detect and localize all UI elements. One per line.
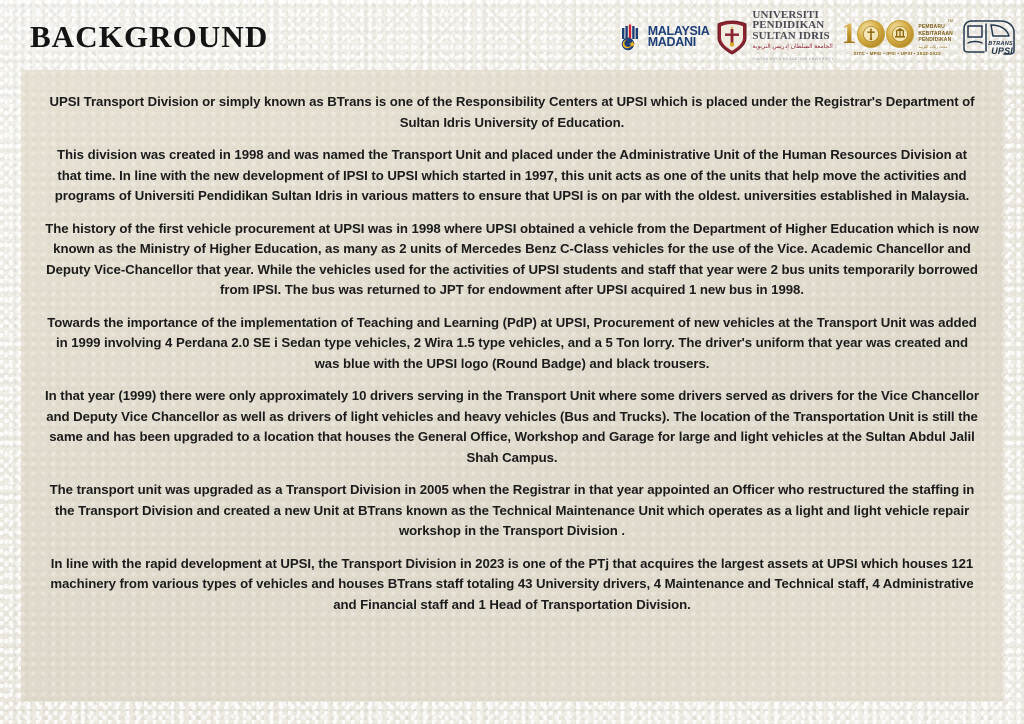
paragraph: In that year (1999) there were only approximately 10 drivers serving in the Transport Unit where some drivers served as drivers for the Vice Chancellor and Deputy Vice Chancellor as well as drivers of light vehicles and heavy vehicles (Bus and Trucks). The location of the Transportation Unit is still the same and has been upgraded to a location that houses the General Office, Workshop and Garage for large and light vehicles at the Sultan Abdul Jalil Shah Campus. [45,388,980,465]
madani-line1: MALAYSIA [647,23,710,38]
background-text-body [45,92,979,615]
page-title: BACKGROUND [30,19,269,54]
upsi-crest-icon [716,20,748,55]
logo-strip [618,8,1016,61]
btrans-line1: BTRANS [988,41,1013,47]
centenary-zero-left-icon [857,20,885,48]
upsi-word-arabic: الجامعة السلطان إدريس التربوية [752,44,833,51]
paragraph: Towards the importance of the implementation of Teaching and Learning (PdP) at UPSI, Procurement of new vehicles at the Transport Unit was added in 1999 involving 4 Perdana 2.0 SE i Sedan type vehicles, 2 Wira 1.5 type vehicles, and a 5 Ton lorry. The driver's uniform that year was created and was blue with the UPSI logo (Round Badge) and black trousers. [47,314,977,371]
malaysia-madani-logo [618,14,710,60]
upsi-wordmark [752,10,834,65]
centenary-tagline [918,18,953,51]
paragraph: The transport unit was upgraded as a Transport Division in 2005 when the Registrar in that year appointed an Officer who restructured the staffing in the Transport Division and created a new Unit at BTrans known as the Technical Maintenance Unit which operates as a light and light vehicle repair workshop in the Transport Division . [49,482,975,538]
upsi-word-english: SULTAN IDRIS EDUCATION UNIVERSITY [752,56,835,61]
madani-wordmark [647,23,710,49]
centenary-tm: TM [947,17,953,23]
centenary-tagline-arabic: مجدد ريادة التربية [918,43,948,49]
upsi-word-line2: PENDIDIKAN [752,19,825,32]
paragraph: UPSI Transport Division or simply known as BTrans is one of the Responsibility Centers at UPSI which is placed under the Registrar's Department of Sultan Idris University of Education. [49,94,975,130]
upsi-word-line1: UNIVERSITI [752,8,819,21]
centenary-digit-one: 1 [841,17,857,50]
btrans-line2: UPSI [991,46,1013,56]
centenary-tagline-2: KEBITARAAN [918,30,953,37]
paragraph: In line with the rapid development at UPSI, the Transport Division in 2023 is one of the PTj that acquires the largest assets at UPSI which houses 121 machinery from various types of vehicles and houses BTrans staff totaling 43 University drivers, 4 Maintenance and Technical staff, 4 Administrative and Financial staff and 1 Head of Transportation Division. [50,555,974,612]
upsi-logo [716,8,835,61]
centenary-mark [841,18,953,51]
centenary-tagline-3: PENDIDIKAN [918,37,952,44]
content-panel [21,70,1003,701]
madani-line2: MADANI [647,35,696,49]
centenary-footer: SITC • MPSI • IPSI • UPSI • 1922-2022 [853,51,941,57]
btrans-logo [960,15,1016,59]
btrans-wordmark [988,41,1013,55]
upsi-centenary-logo [841,14,953,60]
upsi-word-line3: SULTAN IDRIS [752,29,830,42]
madani-emblem-icon [618,23,645,51]
centenary-tagline-1: PEMBARU [918,24,945,31]
slide-header [0,0,1024,70]
paragraph: The history of the first vehicle procurement at UPSI was in 1998 where UPSI obtained a vehicle from the Department of Higher Education which is now known as the Ministry of Higher Education, as many as 2 units of Mercedes Benz C-Class vehicles for the use of the Vice. Academic Chancellor and Deputy Vice-Chancellor that year. While the vehicles used for the activities of UPSI students and staff that year were 2 bus units temporarily borrowed from IPSI. The bus was returned to JPT for endowment after UPSI acquired 1 new bus in 1998. [45,220,979,297]
paragraph: This division was created in 1998 and was named the Transport Unit and placed under the Administrative Unit of the Human Resources Division at that time. In line with the new development of IPSI to UPSI which started in 1997, this unit acts as one of the units that help move the activities and programs of Universiti Pendidikan Sultan Idris in various matters to ensure that UPSI is on par with the oldest. universities established in Malaysia. [54,147,970,203]
centenary-zero-right-icon [886,20,914,48]
